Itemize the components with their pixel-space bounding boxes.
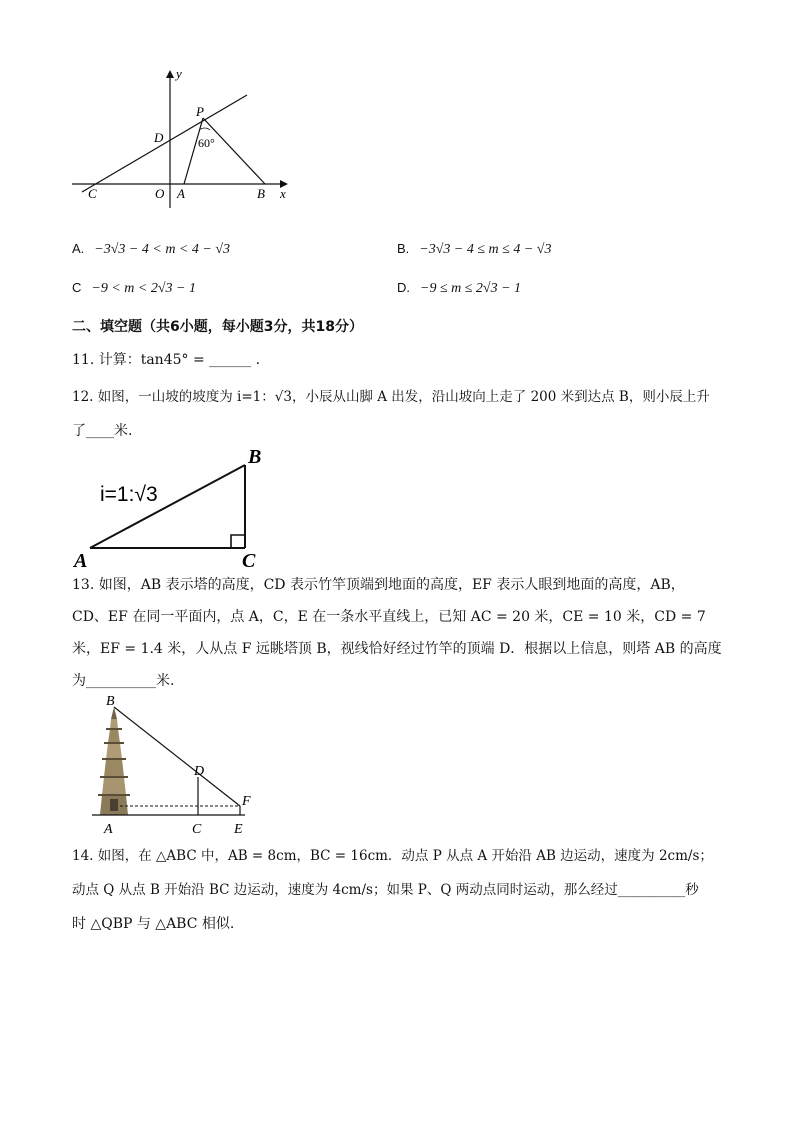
option-c[interactable] [72,278,196,299]
label-d: D [154,130,164,145]
label-a: A [74,550,88,570]
segment-ap [184,118,203,184]
option-b-text: −3√3 − 4 ≤ m ≤ 4 − √3 [419,242,552,257]
question-13-line1: 13. 如图，AB 表示塔的高度，CD 表示竹竿顶端到地面的高度，EF 表示人眼到地面的高度，AB， [72,577,685,593]
label-c: C [88,186,97,201]
figure-coordinate-diagram [60,60,300,210]
question-11: 11. 计算：tan45° = ______ . [72,352,261,368]
question-14-line2: 动点 Q 从点 B 开始沿 BC 边运动，速度为 4cm/s；如果 P、Q 两动点同时运动，那么经过__________秒 [72,882,699,898]
label-c: C [192,822,202,837]
question-13-line3: 米，EF = 1.4 米，人从点 F 远眺塔顶 B，视线恰好经过竹竿的顶端 D．根据以上信息，则塔 AB 的高度 [72,641,722,657]
pagoda-illustration [98,707,130,815]
line-cp [82,95,247,192]
question-12-line2: 了____米. [72,423,133,439]
slope-ab [90,465,245,548]
right-angle-mark [231,535,245,548]
figure-tower-diagram [80,695,260,840]
label-b: B [257,186,265,201]
label-b: B [106,695,115,709]
option-d-label: D. [397,280,410,295]
option-d-text: −9 ≤ m ≤ 2√3 − 1 [420,281,522,296]
question-14-line1: 14. 如图，在 △ABC 中，AB = 8cm，BC = 16cm．动点 P 从点 A 开始沿 AB 边运动，速度为 2cm/s； [72,848,713,864]
label-x: x [280,186,286,201]
sight-line-bf [114,707,240,806]
label-c: C [242,550,256,570]
option-b-label: B. [397,241,410,256]
figure-slope-diagram [70,443,280,570]
label-o: O [155,186,165,201]
label-y: y [176,66,182,81]
label-d: D [194,764,205,779]
question-12-line1: 12. 如图，一山坡的坡度为 i=1：√3，小辰从山脚 A 出发，沿山坡向上走了 200 米到达点 B，则小辰上升 [72,389,710,405]
segment-pb [203,118,265,184]
question-14-line3: 时 △QBP 与 △ABC 相似. [72,916,235,932]
question-13-line4: 为__________米. [72,673,175,689]
option-d[interactable] [397,278,521,299]
label-a: A [104,822,113,837]
option-c-label: C [72,280,82,295]
label-e: E [234,822,243,837]
label-f: F [242,794,251,809]
slope-label: i=1:√3 [100,483,158,506]
option-a[interactable] [72,239,230,260]
option-a-label: A. [72,241,85,256]
question-13-line2: CD、EF 在同一平面内，点 A，C，E 在一条水平直线上，已知 AC = 20 米，CE = 10 米，CD = 7 [72,609,706,625]
option-b[interactable] [397,239,551,260]
label-b: B [248,446,262,468]
label-p: P [196,104,204,119]
label-a: A [177,186,185,201]
section-title: 二、填空题（共6小题，每小题3分，共18分） [72,319,363,335]
option-c-text: −9 < m < 2√3 − 1 [91,281,196,296]
option-a-text: −3√3 − 4 < m < 4 − √3 [94,242,231,257]
y-axis-arrow [166,70,174,78]
label-angle: 60° [198,136,215,150]
